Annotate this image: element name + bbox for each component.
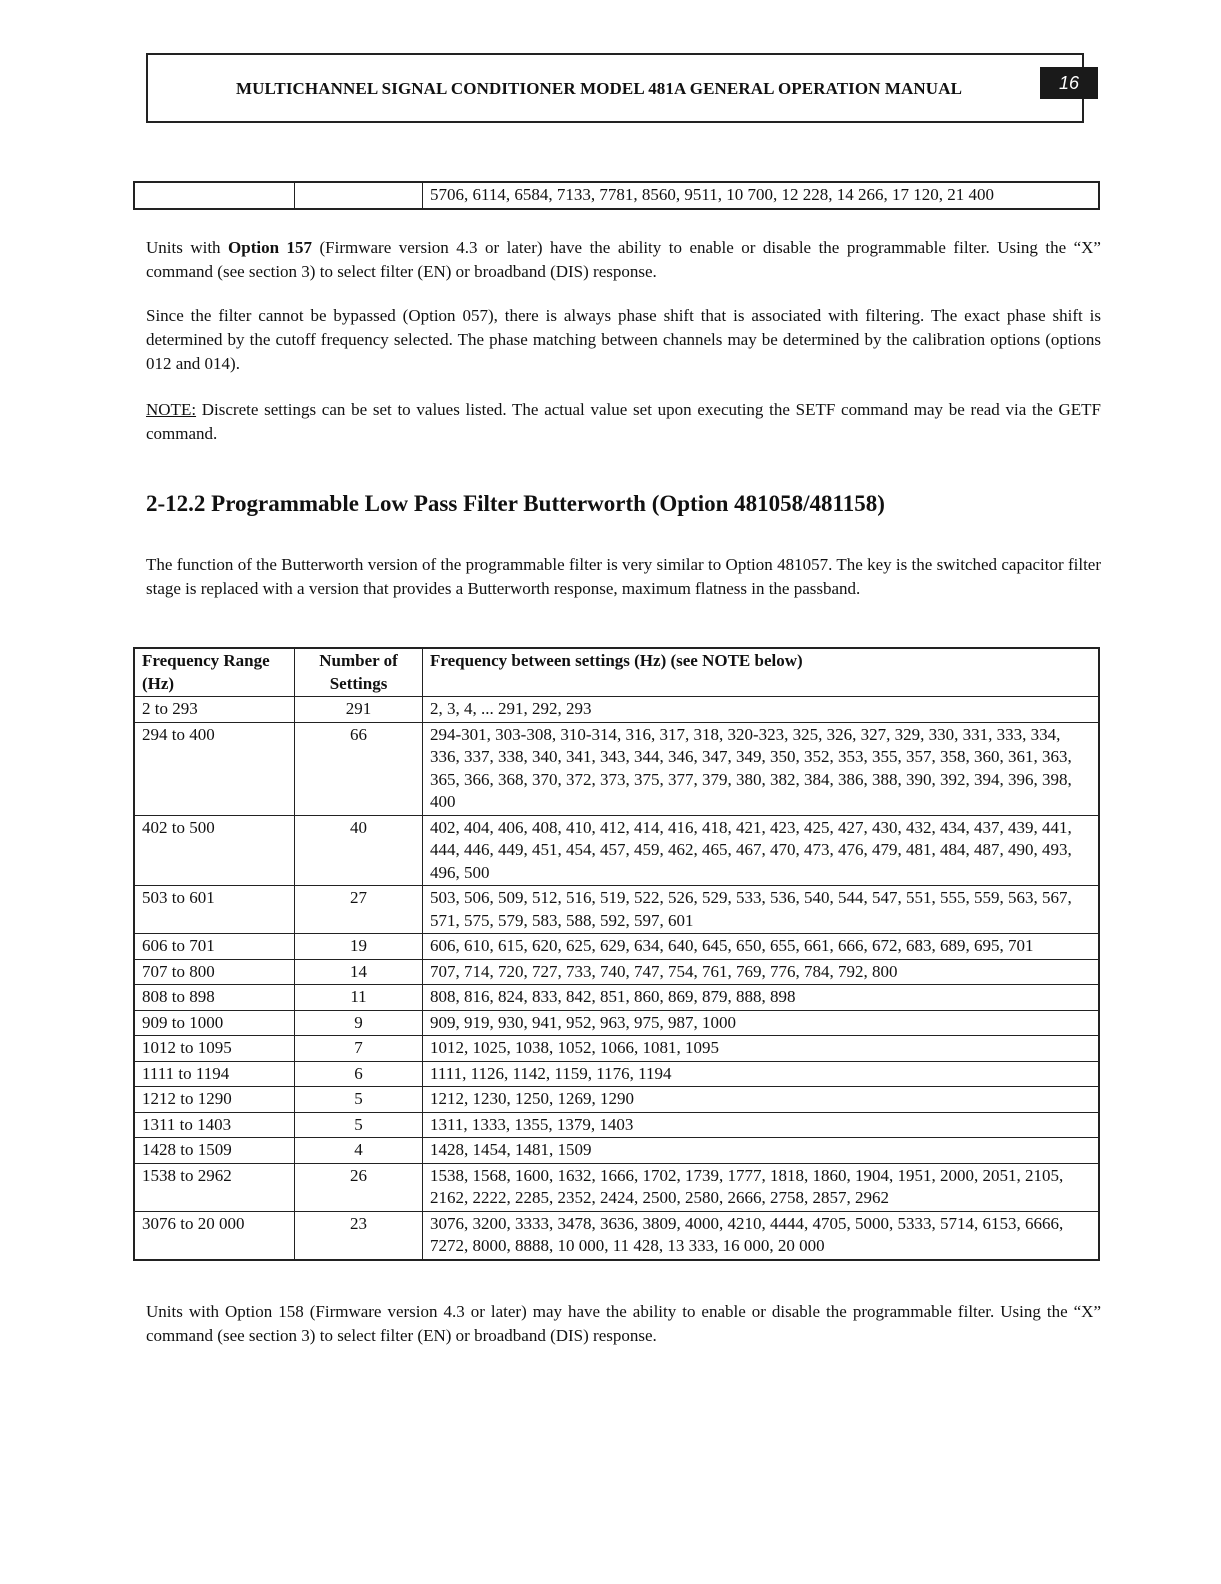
count-cell: 9	[295, 1010, 423, 1036]
count-cell: 11	[295, 985, 423, 1011]
range-cell: 503 to 601	[134, 886, 295, 934]
range-cell: 707 to 800	[134, 959, 295, 985]
range-cell: 3076 to 20 000	[134, 1211, 295, 1260]
values-cell: 1012, 1025, 1038, 1052, 1066, 1081, 1095	[423, 1036, 1100, 1062]
continued-filter-table	[133, 181, 1100, 210]
page-header	[146, 53, 1084, 123]
manual-title: MULTICHANNEL SIGNAL CONDITIONER MODEL 481A GENERAL OPERATION MANUAL	[236, 79, 963, 98]
table-row	[134, 1112, 1099, 1138]
values-cell: 2, 3, 4, ... 291, 292, 293	[423, 697, 1100, 723]
table-row	[134, 1036, 1099, 1062]
values-cell: 3076, 3200, 3333, 3478, 3636, 3809, 4000, 4210, 4444, 4705, 5000, 5333, 5714, 6153, 6666, 7272, 8000, 8888, 10 000, 11 428, 13 333, 16 000, 20 000	[423, 1211, 1100, 1260]
section-heading: 2-12.2 Programmable Low Pass Filter Butterworth (Option 481058/481158)	[146, 491, 885, 516]
phase-shift-paragraph: Since the filter cannot be bypassed (Option 057), there is always phase shift that is associated with filtering. The exact phase shift is determined by the cutoff frequency selected. The phase matching between channels may be determined by the calibration options (options 012 and 014).	[146, 306, 1101, 373]
table-row	[134, 815, 1099, 886]
values-cell: 808, 816, 824, 833, 842, 851, 860, 869, 879, 888, 898	[423, 985, 1100, 1011]
header-number-of-settings: Number of Settings	[295, 648, 423, 697]
butterworth-filter-table	[133, 647, 1100, 1261]
option157-rest: (Firmware version 4.3 or later) have the ability to enable or disable the programmable filter. Using the “X” command (see section 3) to select filter (EN) or broadband (DIS) response.	[146, 238, 1101, 281]
values-cell: 1212, 1230, 1250, 1269, 1290	[423, 1087, 1100, 1113]
count-cell: 4	[295, 1138, 423, 1164]
table-row	[134, 934, 1099, 960]
values-cell: 294-301, 303-308, 310-314, 316, 317, 318, 320-323, 325, 326, 327, 329, 330, 331, 333, 334, 336, 337, 338, 340, 341, 343, 344, 346, 347, 349, 350, 352, 353, 355, 357, 358, 360, 361, 363, 365, 366, 368, 370, 372, 373, 375, 377, 379, 380, 382, 384, 386, 388, 390, 392, 394, 396, 398, 400	[423, 722, 1100, 815]
values-cell: 1311, 1333, 1355, 1379, 1403	[423, 1112, 1100, 1138]
range-cell: 909 to 1000	[134, 1010, 295, 1036]
table-row	[134, 1061, 1099, 1087]
note-text: Discrete settings can be set to values listed. The actual value set upon executing the SETF command may be read via the GETF command.	[146, 400, 1101, 443]
range-cell: 606 to 701	[134, 934, 295, 960]
table-row	[134, 886, 1099, 934]
range-cell: 1428 to 1509	[134, 1138, 295, 1164]
count-cell: 5	[295, 1112, 423, 1138]
range-cell: 1111 to 1194	[134, 1061, 295, 1087]
option157-paragraph	[146, 236, 1101, 284]
range-cell: 294 to 400	[134, 722, 295, 815]
count-cell: 19	[295, 934, 423, 960]
note-paragraph	[146, 398, 1101, 446]
table-header-row	[134, 648, 1099, 697]
count-cell: 23	[295, 1211, 423, 1260]
range-cell	[134, 182, 295, 209]
option157-prefix: Units with	[146, 238, 229, 257]
option157-bold: Option 157	[228, 238, 313, 257]
header-frequency-range: Frequency Range (Hz)	[134, 648, 295, 697]
table-row	[134, 1010, 1099, 1036]
count-cell: 66	[295, 722, 423, 815]
values-cell: 1111, 1126, 1142, 1159, 1176, 1194	[423, 1061, 1100, 1087]
header-frequency-between: Frequency between settings (Hz) (see NOTE below)	[423, 648, 1100, 697]
range-cell: 1311 to 1403	[134, 1112, 295, 1138]
values-cell: 909, 919, 930, 941, 952, 963, 975, 987, 1000	[423, 1010, 1100, 1036]
count-cell: 7	[295, 1036, 423, 1062]
note-label: NOTE:	[146, 400, 197, 419]
table-row	[134, 182, 1099, 209]
count-cell: 26	[295, 1163, 423, 1211]
option158-paragraph: Units with Option 158 (Firmware version 4.3 or later) may have the ability to enable or disable the programmable filter. Using the “X” command (see section 3) to select filter (EN) or broadband (DIS) response.	[146, 1302, 1101, 1345]
table-row	[134, 1138, 1099, 1164]
range-cell: 1538 to 2962	[134, 1163, 295, 1211]
count-cell: 291	[295, 697, 423, 723]
values-cell: 1428, 1454, 1481, 1509	[423, 1138, 1100, 1164]
values-cell: 707, 714, 720, 727, 733, 740, 747, 754, 761, 769, 776, 784, 792, 800	[423, 959, 1100, 985]
count-cell: 14	[295, 959, 423, 985]
table-row	[134, 1163, 1099, 1211]
table-row	[134, 697, 1099, 723]
butterworth-intro-paragraph: The function of the Butterworth version of the programmable filter is very similar to Option 481057. The key is the switched capacitor filter stage is replaced with a version that provides a Butterworth response, maximum flatness in the passband.	[146, 555, 1101, 598]
values-cell: 5706, 6114, 6584, 7133, 7781, 8560, 9511, 10 700, 12 228, 14 266, 17 120, 21 400	[423, 182, 1100, 209]
count-cell: 40	[295, 815, 423, 886]
range-cell: 808 to 898	[134, 985, 295, 1011]
count-cell: 27	[295, 886, 423, 934]
values-cell: 402, 404, 406, 408, 410, 412, 414, 416, 418, 421, 423, 425, 427, 430, 432, 434, 437, 439, 441, 444, 446, 449, 451, 454, 457, 459, 462, 465, 467, 470, 473, 476, 479, 481, 484, 487, 490, 493, 496, 500	[423, 815, 1100, 886]
values-cell: 606, 610, 615, 620, 625, 629, 634, 640, 645, 650, 655, 661, 666, 672, 683, 689, 695, 701	[423, 934, 1100, 960]
page-number-badge: 16	[1040, 67, 1098, 99]
range-cell: 2 to 293	[134, 697, 295, 723]
table-row	[134, 985, 1099, 1011]
range-cell: 402 to 500	[134, 815, 295, 886]
table-row	[134, 959, 1099, 985]
values-cell: 503, 506, 509, 512, 516, 519, 522, 526, 529, 533, 536, 540, 544, 547, 551, 555, 559, 563, 567, 571, 575, 579, 583, 588, 592, 597, 601	[423, 886, 1100, 934]
table-row	[134, 1211, 1099, 1260]
table-row	[134, 722, 1099, 815]
count-cell: 5	[295, 1087, 423, 1113]
range-cell: 1012 to 1095	[134, 1036, 295, 1062]
count-cell: 6	[295, 1061, 423, 1087]
count-cell	[295, 182, 423, 209]
values-cell: 1538, 1568, 1600, 1632, 1666, 1702, 1739, 1777, 1818, 1860, 1904, 1951, 2000, 2051, 2105, 2162, 2222, 2285, 2352, 2424, 2500, 2580, 2666, 2758, 2857, 2962	[423, 1163, 1100, 1211]
table-row	[134, 1087, 1099, 1113]
range-cell: 1212 to 1290	[134, 1087, 295, 1113]
